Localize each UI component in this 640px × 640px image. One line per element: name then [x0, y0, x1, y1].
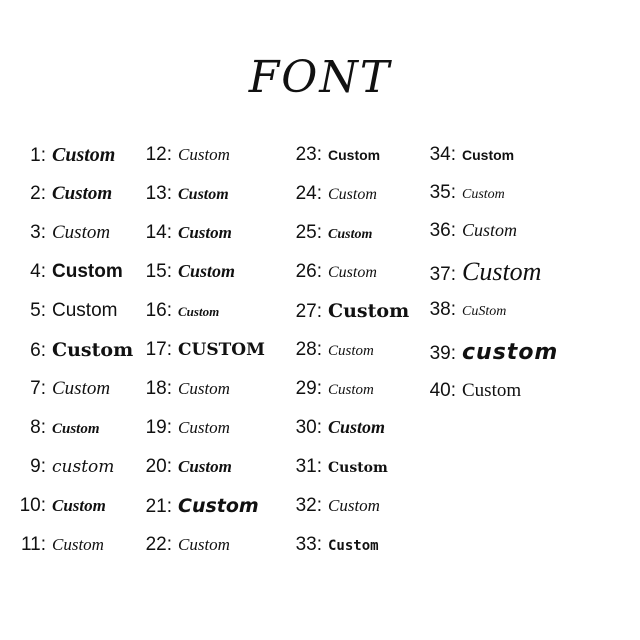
- font-number: 30:: [295, 417, 322, 438]
- font-number: 28:: [295, 339, 322, 360]
- font-sample-text: Custom: [328, 538, 379, 554]
- font-sample-text: Custom: [178, 418, 230, 437]
- font-sample-row: [286, 456, 388, 478]
- font-sample-text: Custom: [462, 380, 522, 401]
- font-sample-row: [136, 339, 265, 361]
- page-title: FONT: [248, 52, 392, 103]
- font-sample-text: Custom: [178, 145, 230, 164]
- font-sample-text: Custom: [178, 495, 259, 517]
- font-sample-text: Custom: [328, 382, 374, 398]
- font-number: 18:: [145, 378, 172, 399]
- font-number: 25:: [295, 222, 322, 243]
- font-number: 11:: [20, 534, 46, 555]
- font-sample-row: [136, 183, 229, 205]
- font-sample-row: [420, 257, 541, 287]
- font-number: 29:: [295, 378, 322, 399]
- font-number: 39:: [429, 343, 456, 364]
- font-number: 20:: [145, 456, 172, 477]
- font-sample-row: [286, 183, 377, 205]
- font-sample-row: [136, 495, 259, 518]
- font-sample-text: Custom: [328, 147, 381, 163]
- font-sample-text: Custom: [178, 223, 232, 242]
- font-sample-text: Custom: [328, 300, 410, 322]
- font-sample-row: [286, 534, 379, 556]
- font-number: 23:: [295, 144, 322, 165]
- font-sample-row: [136, 417, 230, 439]
- font-sample-text: Custom: [178, 535, 230, 554]
- font-sample-row: [0, 378, 110, 400]
- font-number: 6:: [30, 340, 46, 361]
- font-sample-text: Custom: [52, 222, 111, 243]
- font-sample-text: Custom: [178, 379, 230, 398]
- font-sample-text: CUSTOM: [178, 340, 265, 360]
- font-number: 27:: [295, 301, 322, 322]
- font-number: 8:: [30, 417, 46, 438]
- font-sample-row: [286, 144, 380, 166]
- font-sample-row: [0, 183, 112, 205]
- font-sample-text: Custom: [178, 261, 236, 281]
- font-sample-row: [286, 417, 385, 439]
- font-sample-text: Custom: [178, 457, 232, 476]
- font-number: 10:: [19, 495, 46, 516]
- font-sample-row: [286, 378, 374, 400]
- font-sample-text: Custom: [52, 535, 104, 554]
- font-sample-text: Custom: [328, 496, 380, 515]
- font-sample-row: [136, 144, 230, 166]
- font-sample-row: [420, 340, 558, 365]
- font-sample-text: Custom: [328, 343, 374, 359]
- font-sample-text: Custom: [52, 144, 116, 166]
- font-sample-text: custom: [462, 340, 559, 365]
- font-sample-row: [0, 417, 100, 439]
- font-sample-row: [0, 456, 114, 478]
- font-sample-row: [420, 299, 506, 321]
- font-number: 13:: [145, 183, 172, 204]
- font-sample-row: [0, 222, 110, 244]
- font-number: 34:: [429, 144, 456, 165]
- font-sample-text: Custom: [462, 147, 515, 163]
- font-sample-text: Custom: [52, 421, 100, 437]
- font-sample-text: Custom: [52, 339, 134, 361]
- font-number: 1:: [30, 145, 46, 166]
- font-sample-row: [136, 378, 230, 400]
- font-sample-row: [0, 261, 123, 283]
- font-sample-row: [0, 339, 133, 362]
- font-number: 3:: [30, 222, 46, 243]
- font-sample-row: [420, 220, 517, 242]
- font-number: 32:: [295, 495, 322, 516]
- font-sample-text: Custom: [462, 257, 542, 286]
- font-number: 24:: [295, 183, 322, 204]
- font-number: 21:: [145, 496, 172, 517]
- font-sample-row: [286, 339, 374, 361]
- font-sample-row: [420, 182, 505, 204]
- font-number: 35:: [429, 182, 456, 203]
- font-sample-row: [420, 144, 514, 166]
- font-sample-text: Custom: [52, 300, 118, 321]
- font-number: 14:: [145, 222, 172, 243]
- font-number: 36:: [429, 220, 456, 241]
- font-sample-row: [136, 222, 232, 244]
- font-sample-row: [0, 495, 106, 517]
- font-number: 16:: [145, 300, 172, 321]
- font-sample-text: Custom: [178, 186, 229, 203]
- font-number: 31:: [295, 456, 322, 477]
- font-number: 4:: [30, 261, 46, 282]
- font-number: 15:: [145, 261, 172, 282]
- font-sample-text: Custom: [328, 227, 373, 242]
- font-sample-text: Custom: [328, 417, 386, 437]
- font-sample-text: Custom: [178, 304, 220, 319]
- font-number: 9:: [30, 456, 46, 477]
- font-sample-row: [286, 222, 372, 244]
- font-number: 19:: [145, 417, 172, 438]
- font-number: 38:: [429, 299, 456, 320]
- font-sample-row: [136, 534, 230, 556]
- font-sample-row: [0, 300, 117, 322]
- font-sample-row: [286, 300, 409, 323]
- font-sample-row: [286, 495, 380, 517]
- font-sample-row: [136, 300, 219, 322]
- font-number: 5:: [30, 300, 46, 321]
- font-number: 7:: [30, 378, 46, 399]
- font-sample-text: Custom: [52, 183, 113, 204]
- font-number: 33:: [295, 534, 322, 555]
- font-number: 37:: [429, 264, 456, 285]
- font-sample-row: [286, 261, 377, 283]
- font-sample-text: Custom: [52, 378, 111, 399]
- font-number: 26:: [295, 261, 322, 282]
- font-sample-row: [136, 456, 232, 478]
- font-sample-text: Custom: [52, 496, 106, 515]
- font-number: 22:: [145, 534, 172, 555]
- font-number: 17:: [145, 339, 172, 360]
- font-sample-text: Custom: [328, 264, 377, 281]
- font-sample-row: [420, 380, 521, 402]
- font-sample-text: Custom: [328, 460, 388, 476]
- font-sample-text: custom: [52, 457, 115, 477]
- font-sample-row: [0, 534, 104, 556]
- font-number: 40:: [429, 380, 456, 401]
- font-sample-row: [136, 261, 235, 283]
- font-sample-text: Custom: [462, 220, 518, 240]
- font-sample-row: [0, 144, 115, 167]
- font-sample-text: Custom: [52, 261, 123, 282]
- font-number: 2:: [30, 183, 46, 204]
- font-number: 12:: [145, 144, 172, 165]
- font-sample-text: Custom: [328, 186, 377, 203]
- font-sample-text: CuStom: [462, 304, 507, 319]
- font-sample-text: Custom: [462, 187, 505, 202]
